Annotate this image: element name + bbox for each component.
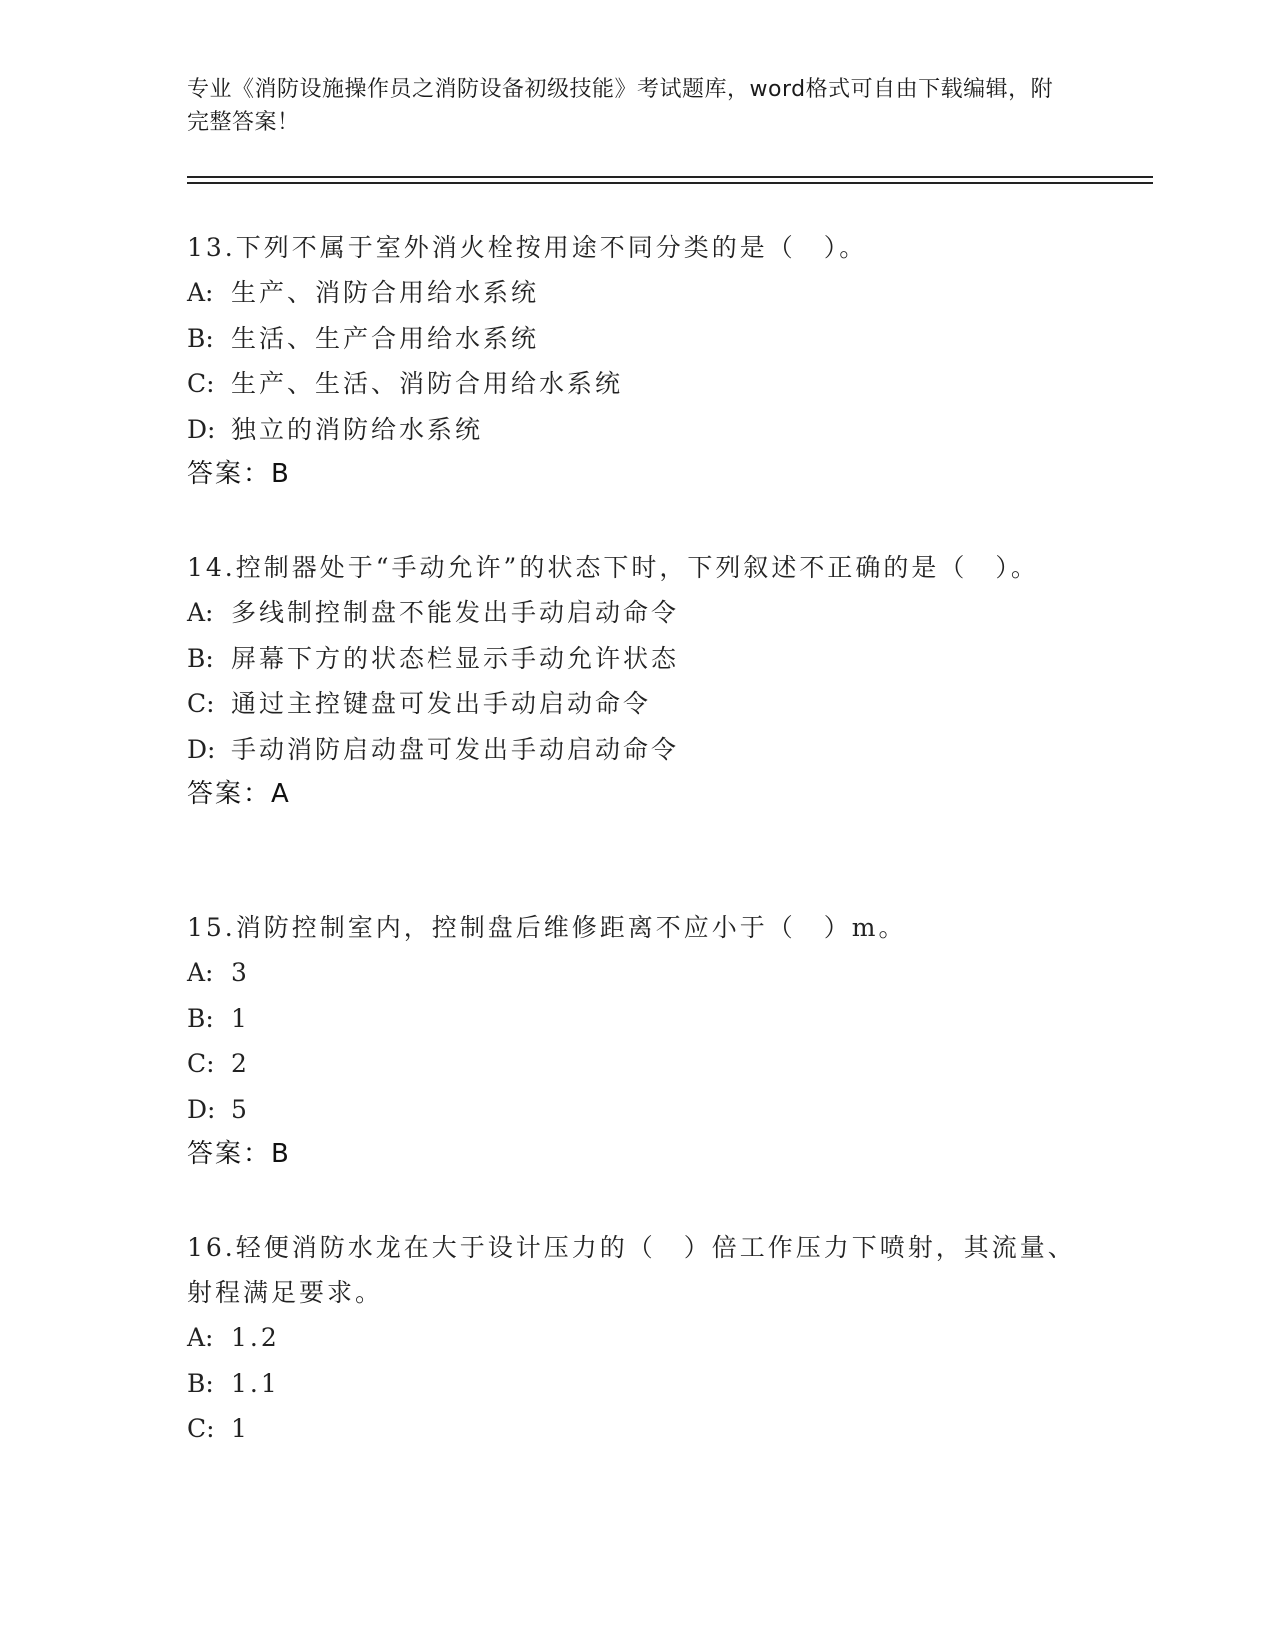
option-text: 手动消防启动盘可发出手动启动命令	[231, 734, 680, 764]
option-text: 屏幕下方的状态栏显示手动允许状态	[231, 643, 680, 673]
option-text: 2	[231, 1049, 250, 1078]
question-stem: 15.消防控制室内，控制盘后维修距离不应小于（ ）m。	[187, 913, 907, 942]
option-b	[187, 316, 1087, 362]
option-letter: B:	[187, 323, 214, 353]
question-stem: 16.轻便消防水龙在大于设计压力的（ ）倍工作压力下喷射，其流量、射程满足要求。	[187, 1233, 1076, 1307]
option-a	[187, 1315, 1087, 1361]
option-text: 1	[231, 1414, 250, 1443]
question-13	[187, 225, 1087, 497]
option-letter: A:	[187, 958, 214, 987]
question-stem: 14.控制器处于“手动允许”的状态下时，下列叙述不正确的是（ ）。	[187, 553, 1039, 582]
option-letter: C:	[187, 369, 215, 398]
option-letter: D:	[187, 414, 216, 444]
option-text: 独立的消防给水系统	[231, 414, 484, 444]
option-b	[187, 636, 1087, 682]
answer-label: 答案：A	[187, 779, 291, 809]
option-letter: A:	[187, 278, 214, 307]
question-16	[187, 1225, 1087, 1452]
option-a	[187, 950, 1087, 996]
option-b	[187, 1361, 1087, 1407]
option-letter: D:	[187, 1094, 216, 1124]
option-c	[187, 681, 1087, 727]
answer-label: 答案：B	[187, 1139, 291, 1169]
option-a	[187, 590, 1087, 636]
header-divider-bottom	[187, 182, 1153, 184]
question-15	[187, 905, 1087, 1177]
answer-label: 答案：B	[187, 459, 291, 489]
option-text: 1.2	[231, 1323, 280, 1352]
option-text: 生产、消防合用给水系统	[231, 278, 540, 307]
option-text: 通过主控键盘可发出手动启动命令	[231, 689, 652, 718]
option-letter: D:	[187, 734, 216, 764]
option-b	[187, 996, 1087, 1042]
question-14	[187, 545, 1087, 817]
header-intro: 专业《消防设施操作员之消防设备初级技能》考试题库，word格式可自由下载编辑，附完整答案！	[187, 77, 1054, 135]
option-letter: B:	[187, 1368, 214, 1398]
option-text: 生产、生活、消防合用给水系统	[231, 369, 624, 398]
header-divider-top	[187, 176, 1153, 178]
option-letter: B:	[187, 643, 214, 673]
option-text: 1	[231, 1003, 250, 1033]
option-d	[187, 407, 1087, 453]
option-c	[187, 1406, 1087, 1452]
option-letter: C:	[187, 689, 215, 718]
option-text: 1.1	[231, 1368, 280, 1398]
option-c	[187, 361, 1087, 407]
option-text: 3	[231, 958, 250, 987]
option-letter: C:	[187, 1414, 215, 1443]
option-letter: C:	[187, 1049, 215, 1078]
option-letter: A:	[187, 1323, 214, 1352]
option-letter: B:	[187, 1003, 214, 1033]
option-d	[187, 727, 1087, 773]
option-text: 多线制控制盘不能发出手动启动命令	[231, 598, 680, 627]
option-text: 5	[231, 1094, 250, 1124]
option-c	[187, 1041, 1087, 1087]
option-letter: A:	[187, 598, 214, 627]
option-a	[187, 270, 1087, 316]
question-stem: 13.下列不属于室外消火栓按用途不同分类的是（ ）。	[187, 233, 868, 262]
option-text: 生活、生产合用给水系统	[231, 323, 540, 353]
option-d	[187, 1087, 1087, 1133]
